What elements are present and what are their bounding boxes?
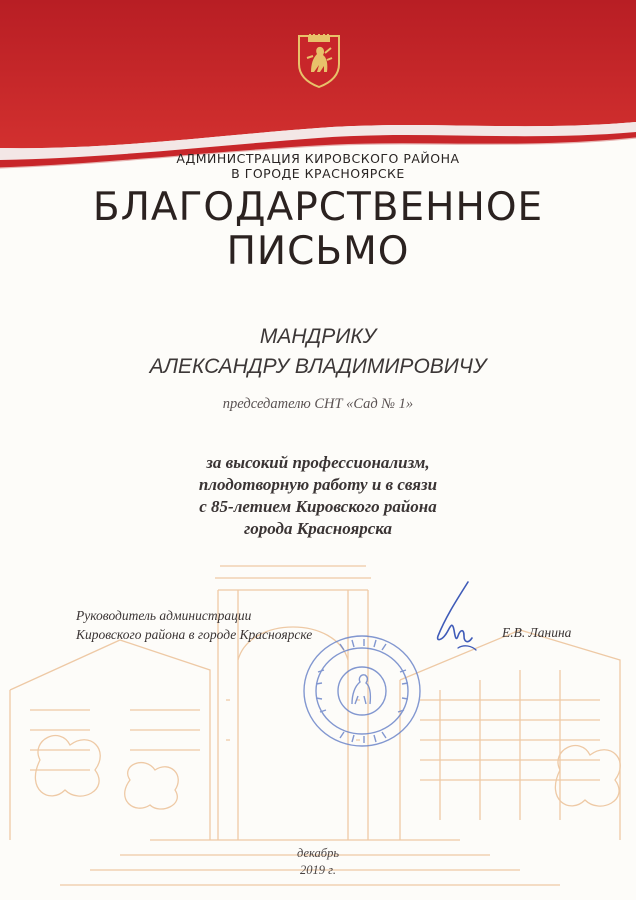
signatory-title-line-1: Руководитель администрации — [76, 608, 252, 623]
recipient-line-1: МАНДРИКУ — [259, 325, 377, 348]
signatory-title — [76, 606, 312, 644]
krasnoyarsk-coat-of-arms-icon — [297, 34, 341, 88]
organization-name — [0, 151, 636, 181]
document-date — [0, 845, 636, 879]
organization-line-1: АДМИНИСТРАЦИЯ КИРОВСКОГО РАЙОНА — [176, 151, 460, 166]
date-year: 2019 г. — [300, 863, 336, 877]
reason-line-4: города Красноярска — [243, 519, 393, 538]
handwritten-signature — [428, 578, 488, 662]
title-line-1: БЛАГОДАРСТВЕННОЕ — [92, 185, 544, 230]
award-reason — [0, 452, 636, 540]
title-line-2: ПИСЬМО — [226, 229, 410, 274]
document-title — [0, 186, 636, 274]
recipient-line-2: АЛЕКСАНДРУ ВЛАДИМИРОВИЧУ — [149, 355, 487, 378]
reason-line-2: плодотворную работу и в связи — [198, 475, 438, 494]
signatory-title-line-2: Кировского района в городе Красноярске — [76, 627, 313, 642]
recipient-position: председателю СНТ «Сад № 1» — [222, 396, 414, 412]
organization-line-2: В ГОРОДЕ КРАСНОЯРСКЕ — [231, 166, 405, 181]
reason-line-1: за высокий профессионализм, — [206, 453, 430, 472]
official-round-stamp — [300, 632, 424, 750]
reason-line-3: с 85-летием Кировского района — [199, 497, 437, 516]
date-month: декабрь — [296, 846, 340, 860]
recipient-name — [0, 322, 636, 382]
signatory-name: Е.В. Ланина — [502, 625, 572, 640]
